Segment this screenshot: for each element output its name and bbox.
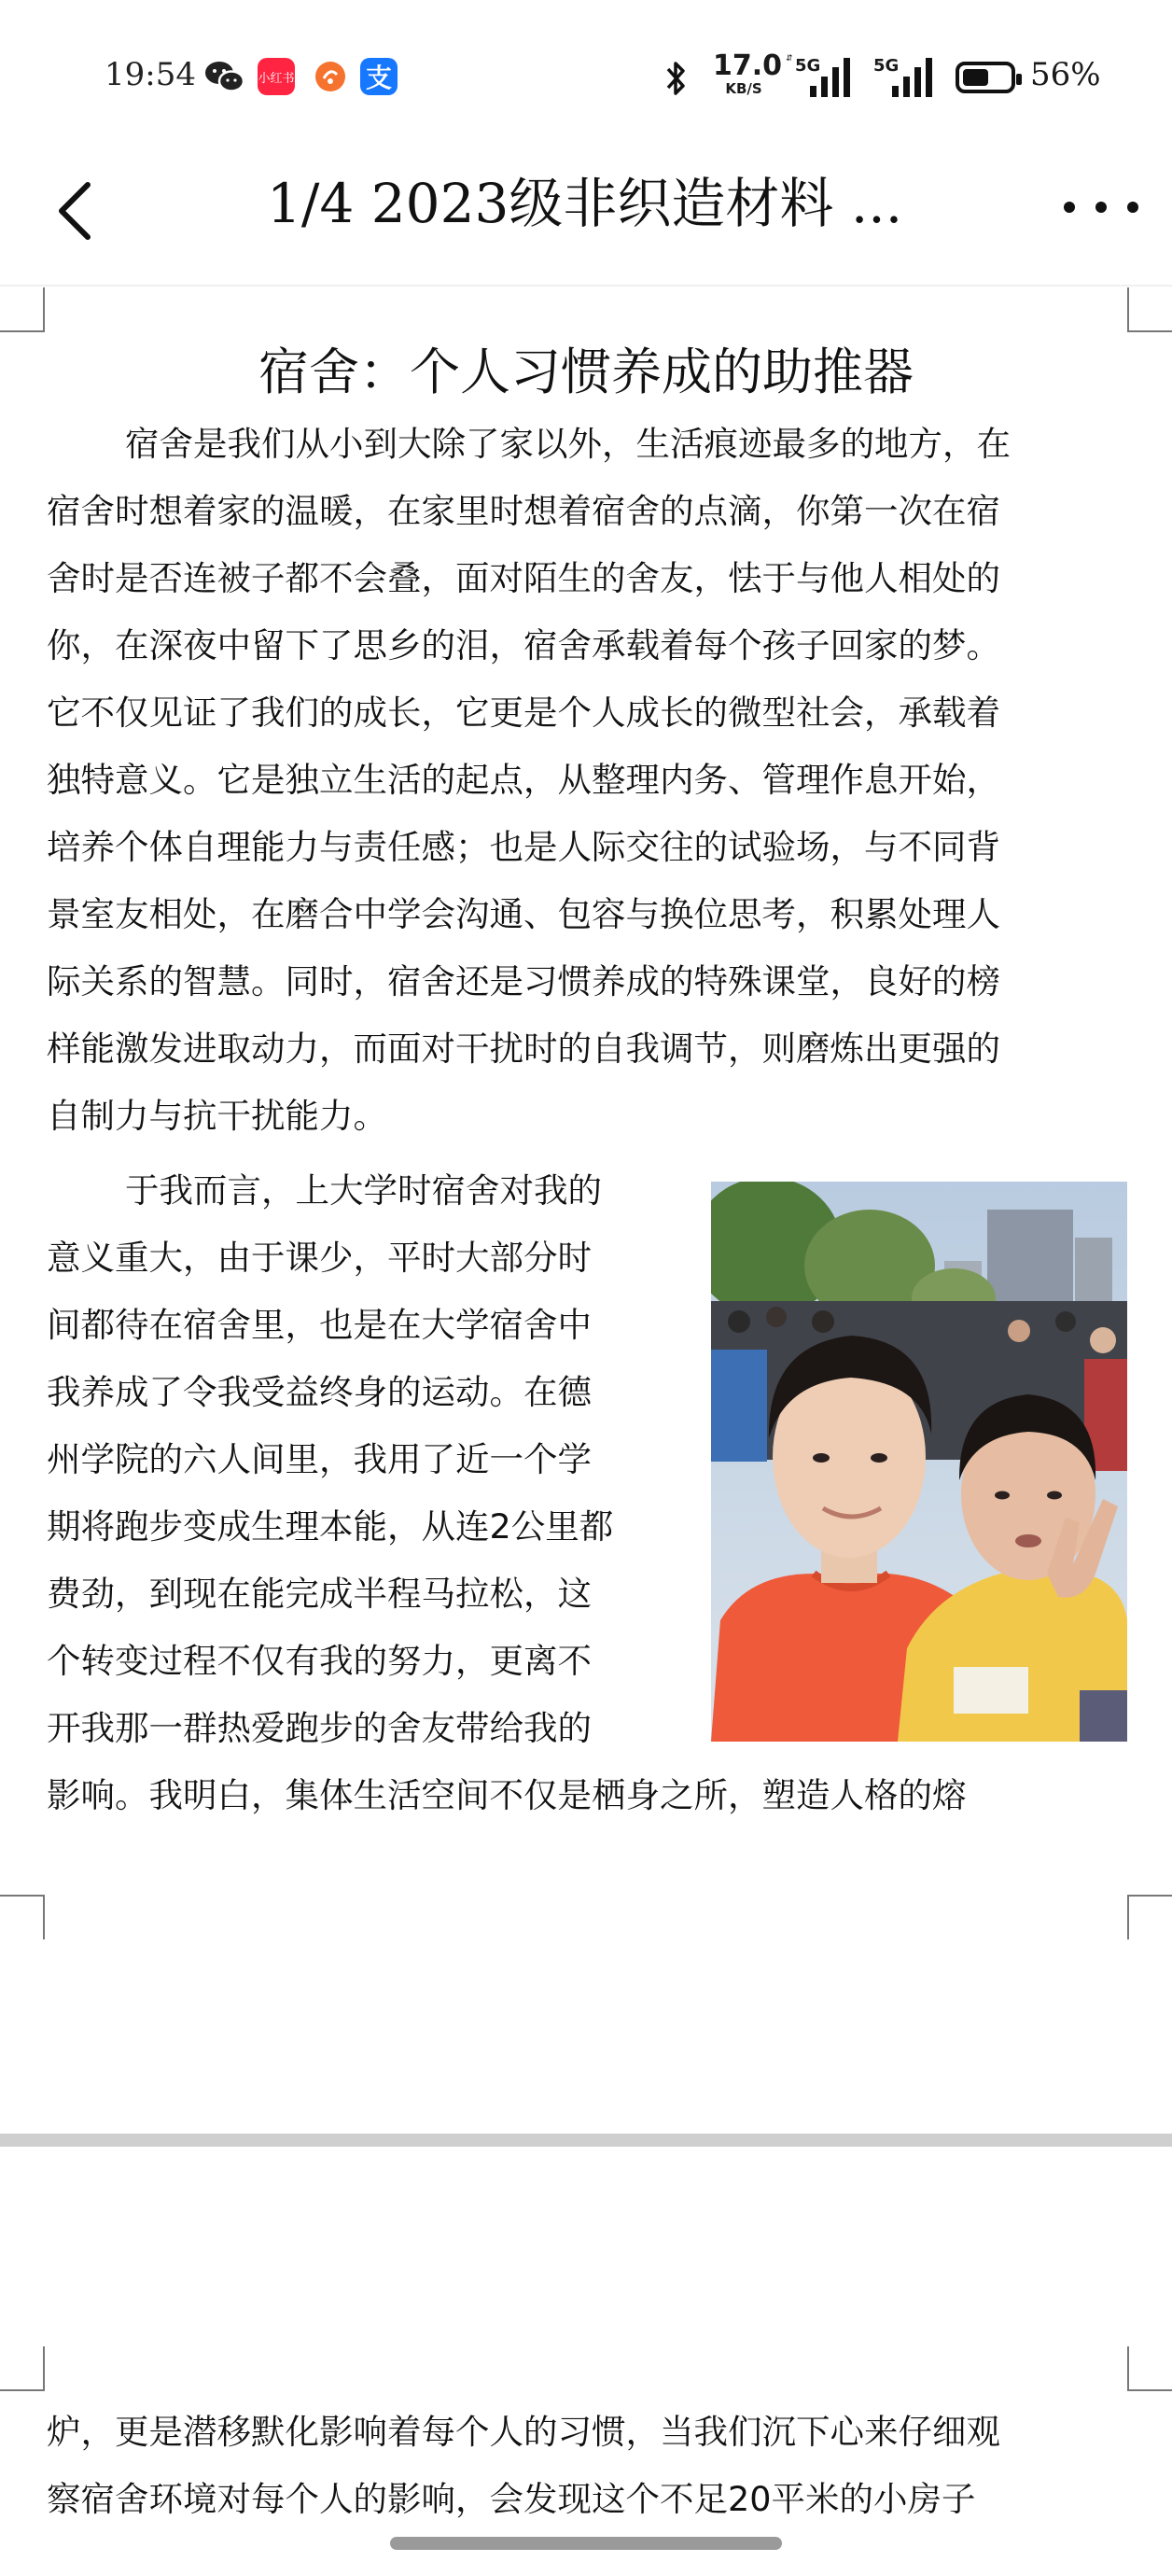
text-line: 个转变过程不仅有我的努力，更离不 xyxy=(47,1641,592,1681)
document-title: 1/4 2023级非织造材料 ... xyxy=(267,172,903,235)
text-line: 意义重大，由于课少，平时大部分时 xyxy=(47,1238,592,1278)
xiaohongshu-label: 小红书 xyxy=(258,71,295,86)
runners-selfie-photo xyxy=(711,1182,1127,1742)
battery-percent: 56% xyxy=(1030,56,1101,93)
text-line: 它不仅见证了我们的成长，它更是个人成长的微型社会，承载着 xyxy=(47,693,1000,733)
status-time: 19:54 xyxy=(105,56,196,93)
text-line: 期将跑步变成生理本能，从连2公里都 xyxy=(47,1506,614,1547)
page-separator xyxy=(0,2134,1172,2147)
text-line: 州学院的六人间里，我用了近一个学 xyxy=(47,1439,592,1479)
text-line: 景室友相处，在磨合中学会沟通、包容与换位思考，积累处理人 xyxy=(47,894,1000,934)
bluetooth-icon xyxy=(664,58,689,99)
document-heading: 宿舍：个人习惯养成的助推器 xyxy=(258,343,914,401)
shopping-icon xyxy=(312,58,349,95)
text-line: 际关系的智慧。同时，宿舍还是习惯养成的特殊课堂，良好的榜 xyxy=(47,961,1000,1001)
page-corner-mark xyxy=(1127,1895,1172,1939)
data-arrows-icon: ⇵ xyxy=(786,54,793,63)
more-options-icon[interactable] xyxy=(1064,198,1138,217)
status-bar xyxy=(0,0,1172,149)
text-line: 于我而言，上大学时宿舍对我的 xyxy=(125,1170,602,1211)
text-line: 察宿舍环境对每个人的影响，会发现这个不足20平米的小房子 xyxy=(47,2479,976,2519)
title-divider xyxy=(0,285,1172,287)
text-line: 炉，更是潜移默化影响着每个人的习惯，当我们沉下心来仔细观 xyxy=(47,2412,1000,2452)
back-arrow-icon[interactable] xyxy=(52,177,108,243)
alipay-icon xyxy=(360,58,398,95)
battery-fill xyxy=(963,69,988,86)
page-corner-mark xyxy=(1127,2346,1172,2391)
text-line: 你，在深夜中留下了思乡的泪，宿舍承载着每个孩子回家的梦。 xyxy=(47,625,1000,665)
text-line: 开我那一群热爱跑步的舍友带给我的 xyxy=(47,1708,592,1748)
paragraph-3 xyxy=(47,2399,1129,2533)
text-line: 培养个体自理能力与责任感；也是人际交往的试验场，与不同背 xyxy=(47,827,1000,867)
text-line: 间都待在宿舍里，也是在大学宿舍中 xyxy=(47,1305,592,1345)
network-speed-unit: KB/S xyxy=(725,80,762,97)
signal-5g-icon-2 xyxy=(872,54,944,99)
signal-label-1: 5G xyxy=(795,56,821,76)
home-indicator[interactable] xyxy=(390,2537,782,2550)
text-line: 影响。我明白，集体生活空间不仅是栖身之所，塑造人格的熔 xyxy=(47,1775,967,1815)
wechat-icon xyxy=(203,58,246,95)
text-line: 独特意义。它是独立生活的起点，从整理内务、管理作息开始， xyxy=(47,760,1000,800)
text-line: 费劲，到现在能完成半程马拉松，这 xyxy=(47,1574,592,1614)
alipay-glyph: 支 xyxy=(365,63,392,93)
xiaohongshu-icon xyxy=(258,58,295,95)
paragraph-1 xyxy=(47,411,1125,1150)
page-corner-mark xyxy=(0,1895,45,1939)
signal-5g-icon-1 xyxy=(786,54,860,99)
page-corner-mark xyxy=(0,2346,45,2391)
page-corner-mark xyxy=(0,287,45,332)
text-line: 样能激发进取动力，而面对干扰时的自我调节，则磨炼出更强的 xyxy=(47,1029,1000,1069)
network-speed-value: 17.0 xyxy=(713,49,783,82)
text-line: 自制力与抗干扰能力。 xyxy=(47,1096,387,1136)
page-corner-mark xyxy=(1127,287,1172,332)
text-line: 宿舍时想着家的温暖，在家里时想着宿舍的点滴，你第一次在宿 xyxy=(47,491,1000,531)
text-line: 宿舍是我们从小到大除了家以外，生活痕迹最多的地方，在 xyxy=(125,424,1011,464)
text-line: 舍时是否连被子都不会叠，面对陌生的舍友，怯于与他人相处的 xyxy=(47,558,1000,598)
text-line: 我养成了令我受益终身的运动。在德 xyxy=(47,1372,592,1412)
network-speed xyxy=(713,49,783,97)
battery-icon xyxy=(956,62,1015,93)
signal-label-2: 5G xyxy=(873,56,900,76)
